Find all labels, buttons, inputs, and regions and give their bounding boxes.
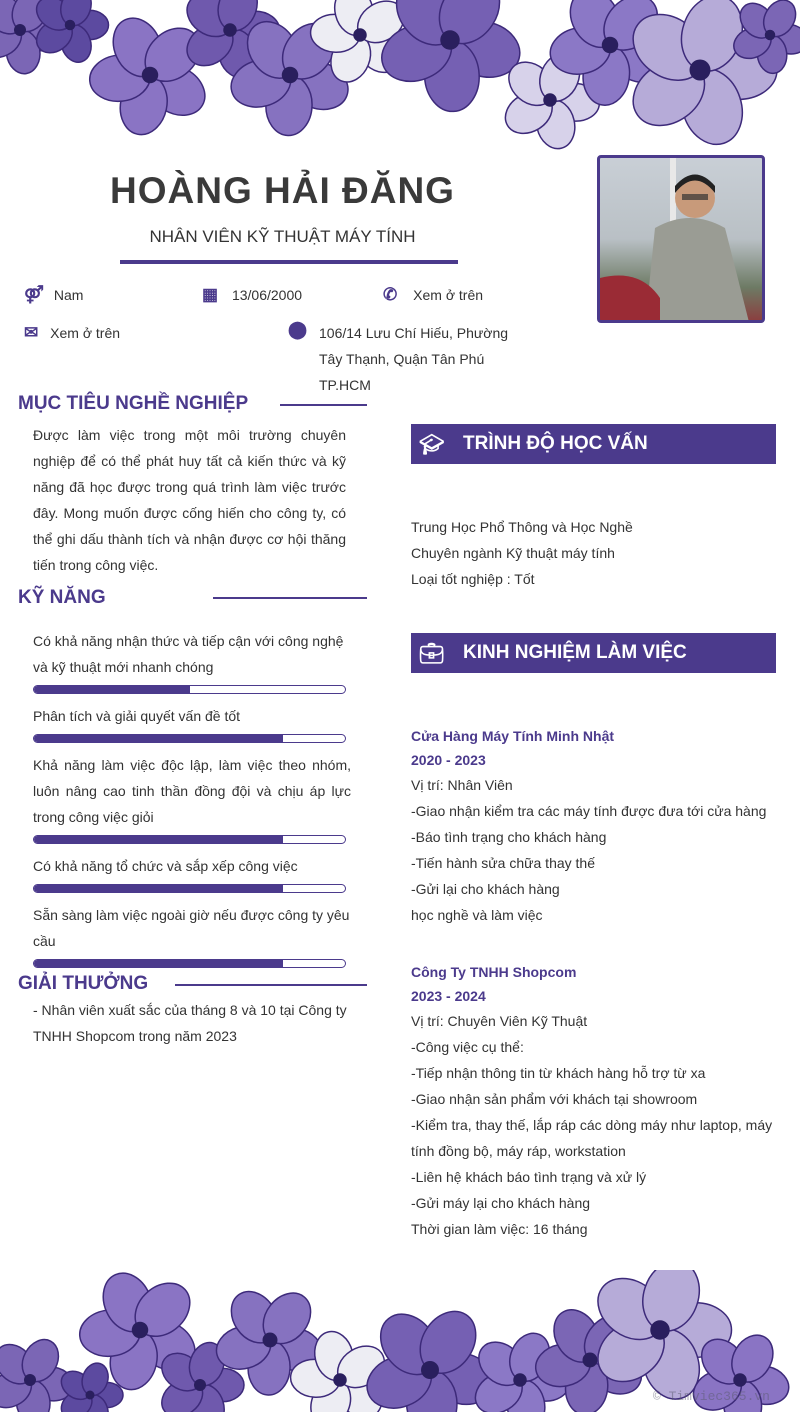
- graduation-cap-icon: 🎓︎: [419, 434, 445, 456]
- email-value: Xem ở trên: [50, 325, 121, 341]
- education-title: TRÌNH ĐỘ HỌC VẤN: [463, 433, 648, 454]
- skill-label: Có khả năng tổ chức và sắp xếp công việc: [33, 858, 298, 874]
- education-line: Trung Học Phổ Thông và Học Nghề: [411, 519, 633, 535]
- education-line: Loại tốt nghiệp : Tốt: [411, 571, 535, 587]
- company-name: Công Ty TNHH Shopcom: [411, 964, 577, 980]
- job-detail-line: -Gửi máy lại cho khách hàng: [411, 1195, 591, 1211]
- job-detail-line: -Kiểm tra, thay thế, lắp ráp các dòng máy như laptop, máy tính đồng bộ, máy ráp, workstation: [411, 1117, 773, 1159]
- birthday-value: 13/06/2000: [231, 287, 303, 303]
- job-period: 2023 - 2024: [411, 988, 486, 1004]
- job-detail-line: học nghề và làm việc: [411, 907, 543, 923]
- company-name: Cửa Hàng Máy Tính Minh Nhật: [411, 728, 615, 744]
- skill-label: Sẵn sàng làm việc ngoài giờ nếu được công ty yêu cầu: [33, 907, 350, 949]
- address-value: [319, 320, 508, 398]
- watermark: © Timviec365.vn: [652, 1389, 770, 1404]
- skill-bar: [33, 884, 346, 893]
- skill-bar-fill: [34, 735, 283, 742]
- location-icon: ⬤: [288, 320, 308, 339]
- skill-label: Phân tích và giải quyết vấn đề tốt: [33, 708, 241, 724]
- phone-field: [383, 282, 483, 308]
- job-detail-line: -Liên hệ khách báo tình trạng và xử lý: [411, 1169, 647, 1185]
- address-line: TP.HCM: [319, 377, 371, 393]
- flower: [30, 0, 108, 66]
- education-line: Chuyên ngành Kỹ thuật máy tính: [411, 545, 615, 561]
- job-period: 2020 - 2023: [411, 752, 486, 768]
- skill-bar-fill: [34, 836, 283, 843]
- job-detail-line: Vị trí: Chuyên Viên Kỹ Thuật: [411, 1013, 588, 1029]
- phone-value: Xem ở trên: [413, 287, 484, 303]
- skills-title: KỸ NĂNG: [18, 587, 106, 608]
- envelope-icon: ✉: [24, 323, 39, 342]
- birthday-field: [202, 282, 302, 308]
- job-detail-line: Thời gian làm việc: 16 tháng: [411, 1221, 588, 1237]
- job-details: [411, 772, 781, 928]
- education-header: [411, 424, 776, 464]
- job-entry: [411, 724, 781, 928]
- job-detail-line: Vị trí: Nhân Viên: [411, 777, 513, 793]
- job-detail-line: -Tiến hành sửa chữa thay thế: [411, 855, 595, 871]
- skill-bar: [33, 734, 346, 743]
- experience-title: KINH NGHIỆM LÀM VIỆC: [463, 642, 687, 663]
- calendar-icon: ▦: [202, 285, 219, 304]
- flower-decoration-top: [0, 0, 800, 160]
- phone-icon: ✆: [383, 285, 398, 304]
- divider: [280, 404, 367, 406]
- skill-bar-fill: [34, 686, 190, 693]
- job-detail-line: -Báo tình trạng cho khách hàng: [411, 829, 607, 845]
- job-entry: [411, 960, 781, 1242]
- skill-label: Khả năng làm việc độc lập, làm việc theo nhóm, luôn nâng cao tinh thần đồng đội và chịu áp lực trong công việc giỏi: [33, 757, 351, 825]
- address-line: Tây Thạnh, Quận Tân Phú: [319, 351, 485, 367]
- gender-value: Nam: [53, 287, 84, 303]
- address-line: 106/14 Lưu Chí Hiếu, Phường: [319, 325, 509, 341]
- objective-text: Được làm việc trong một môi trường chuyên nghiệp để có thể phát huy tất cả kiến thức và kỹ năng đã học được trong quá trình làm việc trước đây. Mong muốn được cống hiến cho công ty, có thể ghi dấu thành tích và nhận được cơ hội thăng tiến trong công việc.: [33, 427, 346, 573]
- skill-bar-fill: [34, 885, 283, 892]
- awards-title: GIẢI THƯỞNG: [18, 973, 149, 994]
- email-field: [24, 320, 120, 346]
- education-details: [411, 514, 776, 592]
- candidate-name: HOÀNG HẢI ĐĂNG: [110, 170, 455, 211]
- awards-text: - Nhân viên xuất sắc của tháng 8 và 10 tại Công ty TNHH Shopcom trong năm 2023: [33, 1002, 347, 1044]
- divider: [175, 984, 367, 986]
- gender-icon: ⚤: [24, 285, 44, 304]
- divider: [213, 597, 367, 599]
- job-detail-line: -Gửi lại cho khách hàng: [411, 881, 560, 897]
- objective-title: MỤC TIÊU NGHỀ NGHIỆP: [18, 393, 249, 414]
- job-title: NHÂN VIÊN KỸ THUẬT MÁY TÍNH: [149, 227, 416, 246]
- job-detail-line: -Công việc cụ thể:: [411, 1039, 524, 1055]
- profile-photo: [597, 155, 765, 323]
- skill-bar: [33, 685, 346, 694]
- job-detail-line: -Giao nhận kiểm tra các máy tính được đưa tới cửa hàng: [411, 803, 767, 819]
- divider: [120, 260, 458, 264]
- skill-bar: [33, 959, 346, 968]
- job-detail-line: -Tiếp nhận thông tin từ khách hàng hỗ trợ từ xa: [411, 1065, 706, 1081]
- skill-bar: [33, 835, 346, 844]
- gender-field: [24, 282, 83, 308]
- skill-bar-fill: [34, 960, 283, 967]
- skill-label: Có khả năng nhận thức và tiếp cận với công nghệ và kỹ thuật mới nhanh chóng: [33, 633, 344, 675]
- job-detail-line: -Giao nhận sản phẩm với khách tại showroom: [411, 1091, 698, 1107]
- job-details: [411, 1008, 781, 1242]
- experience-header: [411, 633, 776, 673]
- briefcase-icon: 💼︎: [419, 643, 445, 665]
